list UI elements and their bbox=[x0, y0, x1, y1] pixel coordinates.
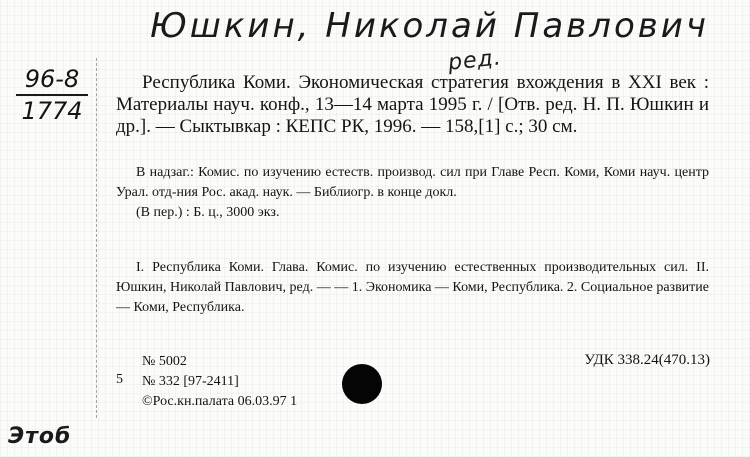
main-entry: Республика Коми. Экономическая стратегия вхождения в XXI век : Материалы науч. конф., 13—14 марта 1995 г. / [Отв. ред. Н. П. Юшкин и др.]. — Сыктывкар : КЕПС РК, 1996. — 158,[1] с.; 30 см. bbox=[116, 72, 709, 137]
note-binding: (В пер.) : Б. ц., 3000 экз. bbox=[136, 205, 280, 220]
shelf-mark-top: 96-8 bbox=[16, 64, 88, 96]
subject-tracing: I. Республика Коми. Глава. Комис. по изучению естественных производительных сил. II. Юшкин, Николай Павлович, ред. — — 1. Экономика — Коми, Республика. 2. Социальное развитие — Коми, Республика. bbox=[116, 260, 709, 315]
record-number-2: № 332 [97-2411] bbox=[142, 374, 239, 389]
shelf-mark bbox=[16, 64, 88, 126]
ink-stamp-dot bbox=[342, 364, 382, 404]
copyright-line: ©Рос.кн.палата 06.03.97 1 bbox=[142, 394, 298, 409]
notes-block bbox=[116, 163, 709, 223]
handwritten-author: Юшкин, Николай Павлович bbox=[150, 6, 709, 46]
handwritten-editor-note: ред. bbox=[446, 45, 503, 76]
record-number: № 5002 bbox=[142, 354, 187, 369]
shelf-mark-bottom: 1774 bbox=[21, 97, 83, 125]
handwritten-bottom-note: Этоб bbox=[8, 424, 72, 449]
margin-line bbox=[96, 58, 97, 418]
index-number: 5 bbox=[116, 372, 123, 387]
udk-code: УДК 338.24(470.13) bbox=[584, 352, 710, 368]
footer-numbers bbox=[116, 352, 297, 412]
note-subtitle: В надзаг.: Комис. по изучению естеств. производ. сил при Главе Респ. Коми, Коми науч. центр Урал. отд-ния Рос. акад. наук. — Библиогр. в конце докл. bbox=[116, 165, 709, 200]
